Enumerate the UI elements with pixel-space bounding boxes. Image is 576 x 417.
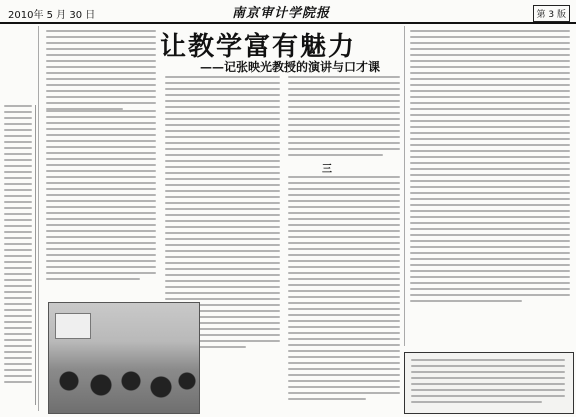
editor-note-box [404,352,574,414]
column-rule [38,26,39,411]
page-number: 第 3 版 [533,5,570,22]
audience-silhouettes [49,363,199,413]
article-headline: 让教学富有魅力 [160,32,357,62]
editor-note-text [411,359,565,407]
classroom-photo [48,302,200,414]
paper-name: 南京审计学院报 [232,6,331,21]
section-marker: 三 [322,164,332,175]
blackboard-shape [55,313,91,339]
sidebar-text-block [4,105,32,387]
text-column-2 [46,110,156,284]
text-column-4 [288,76,400,160]
text-column-1 [46,30,156,114]
left-sidebar [0,105,36,405]
article-subhead: ——记张映光教授的演讲与口才课 [200,60,381,74]
text-column-6 [410,30,570,306]
column-rule [404,26,405,346]
masthead [0,0,576,24]
text-column-5 [288,176,400,404]
issue-date: 2010年 5 月 30 日 [8,10,96,21]
